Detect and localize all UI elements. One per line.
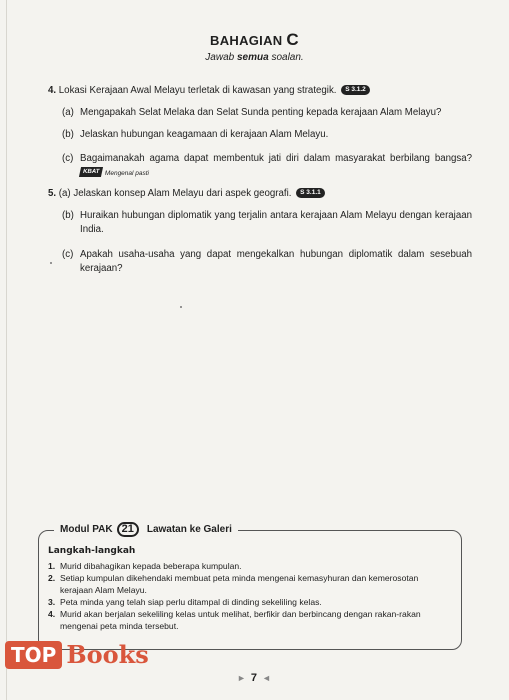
page-edge xyxy=(6,0,7,700)
steps-list xyxy=(48,560,450,632)
question-number: 5. xyxy=(48,188,57,199)
speck xyxy=(180,306,182,308)
step-item xyxy=(48,572,450,596)
step-number: 4. xyxy=(48,609,56,619)
section-prefix: BAHAGIAN xyxy=(210,33,287,48)
step-number: 3. xyxy=(48,597,56,607)
step-text: Setiap kumpulan dikehendaki membuat peta minda mengenai kemasyhuran dan kemerosotan kerajaan Alam Melayu. xyxy=(60,573,419,595)
modul-title: Lawatan ke Galeri xyxy=(146,524,232,535)
page-number xyxy=(232,672,276,684)
topbooks-logo xyxy=(5,640,149,669)
part-label: (a) xyxy=(62,107,74,118)
part-text: Bagaimanakah agama dapat membentuk jati diri dalam masyarakat berbilang bangsa? xyxy=(80,153,472,164)
modul-number: 21 xyxy=(117,522,139,537)
step-text: Murid akan berjalan sekeliling kelas untuk melihat, berfikir dan berbincang dengan rakan-rakan mengenai peta minda tersebut. xyxy=(60,609,421,631)
question-4c xyxy=(62,152,472,182)
modul-label: Modul PAK xyxy=(60,524,113,535)
step-item xyxy=(48,596,450,608)
question-number: 4. xyxy=(48,85,57,96)
kbat-note: Mengenal pasti xyxy=(104,170,150,177)
left-triangle-icon: ◄ xyxy=(262,673,271,683)
question-text: Lokasi Kerajaan Awal Melayu terletak di kawasan yang strategik. xyxy=(58,85,337,96)
step-text: Peta minda yang telah siap perlu ditampal di dinding sekeliling kelas. xyxy=(60,597,322,607)
part-text: Jelaskan hubungan keagamaan di kerajaan Alam Melayu. xyxy=(80,129,329,140)
part-label: (b) xyxy=(62,210,74,221)
step-item xyxy=(48,608,450,632)
speck xyxy=(50,262,52,264)
question-5a xyxy=(48,187,468,201)
question-4a xyxy=(62,106,472,120)
section-letter: C xyxy=(286,30,299,49)
section-title xyxy=(0,30,509,50)
kbat-badge: KBAT xyxy=(79,167,103,177)
part-text: Mengapakah Selat Melaka dan Selat Sunda penting kepada kerajaan Alam Melayu? xyxy=(80,107,442,118)
part-label: (a) xyxy=(58,188,71,199)
question-text: Jelaskan konsep Alam Melayu dari aspek geografi. xyxy=(73,188,292,199)
logo-top: TOP xyxy=(5,641,62,669)
modul-header xyxy=(54,522,238,537)
instruction-bold: semua xyxy=(236,52,269,63)
question-5b xyxy=(62,209,472,239)
step-number: 1. xyxy=(48,561,56,571)
part-label: (c) xyxy=(62,249,74,260)
step-item xyxy=(48,560,450,572)
page-number-value: 7 xyxy=(250,672,258,684)
part-body xyxy=(80,152,472,181)
skill-tag: S 3.1.1 xyxy=(296,188,325,198)
part-text: Apakah usaha-usaha yang dapat mengekalkan hubungan diplomatik dalam sesebuah kerajaan? xyxy=(80,249,472,274)
question-4 xyxy=(48,84,468,98)
part-text: Huraikan hubungan diplomatik yang terjalin antara kerajaan Alam Melayu dengan kerajaan India. xyxy=(80,210,472,235)
part-label: (b) xyxy=(62,129,74,140)
logo-books: Books xyxy=(66,640,149,669)
section-instruction xyxy=(0,52,509,63)
instruction-suffix: soalan. xyxy=(268,52,304,63)
section-header xyxy=(0,30,509,63)
step-number: 2. xyxy=(48,573,56,583)
question-5c xyxy=(62,248,472,278)
instruction-prefix: Jawab xyxy=(205,52,237,63)
steps-title: Langkah-langkah xyxy=(48,546,136,556)
skill-tag: S 3.1.2 xyxy=(341,85,370,95)
step-text: Murid dibahagikan kepada beberapa kumpulan. xyxy=(60,561,242,571)
question-4b xyxy=(62,128,472,142)
right-triangle-icon: ► xyxy=(237,673,246,683)
part-label: (c) xyxy=(62,153,74,164)
